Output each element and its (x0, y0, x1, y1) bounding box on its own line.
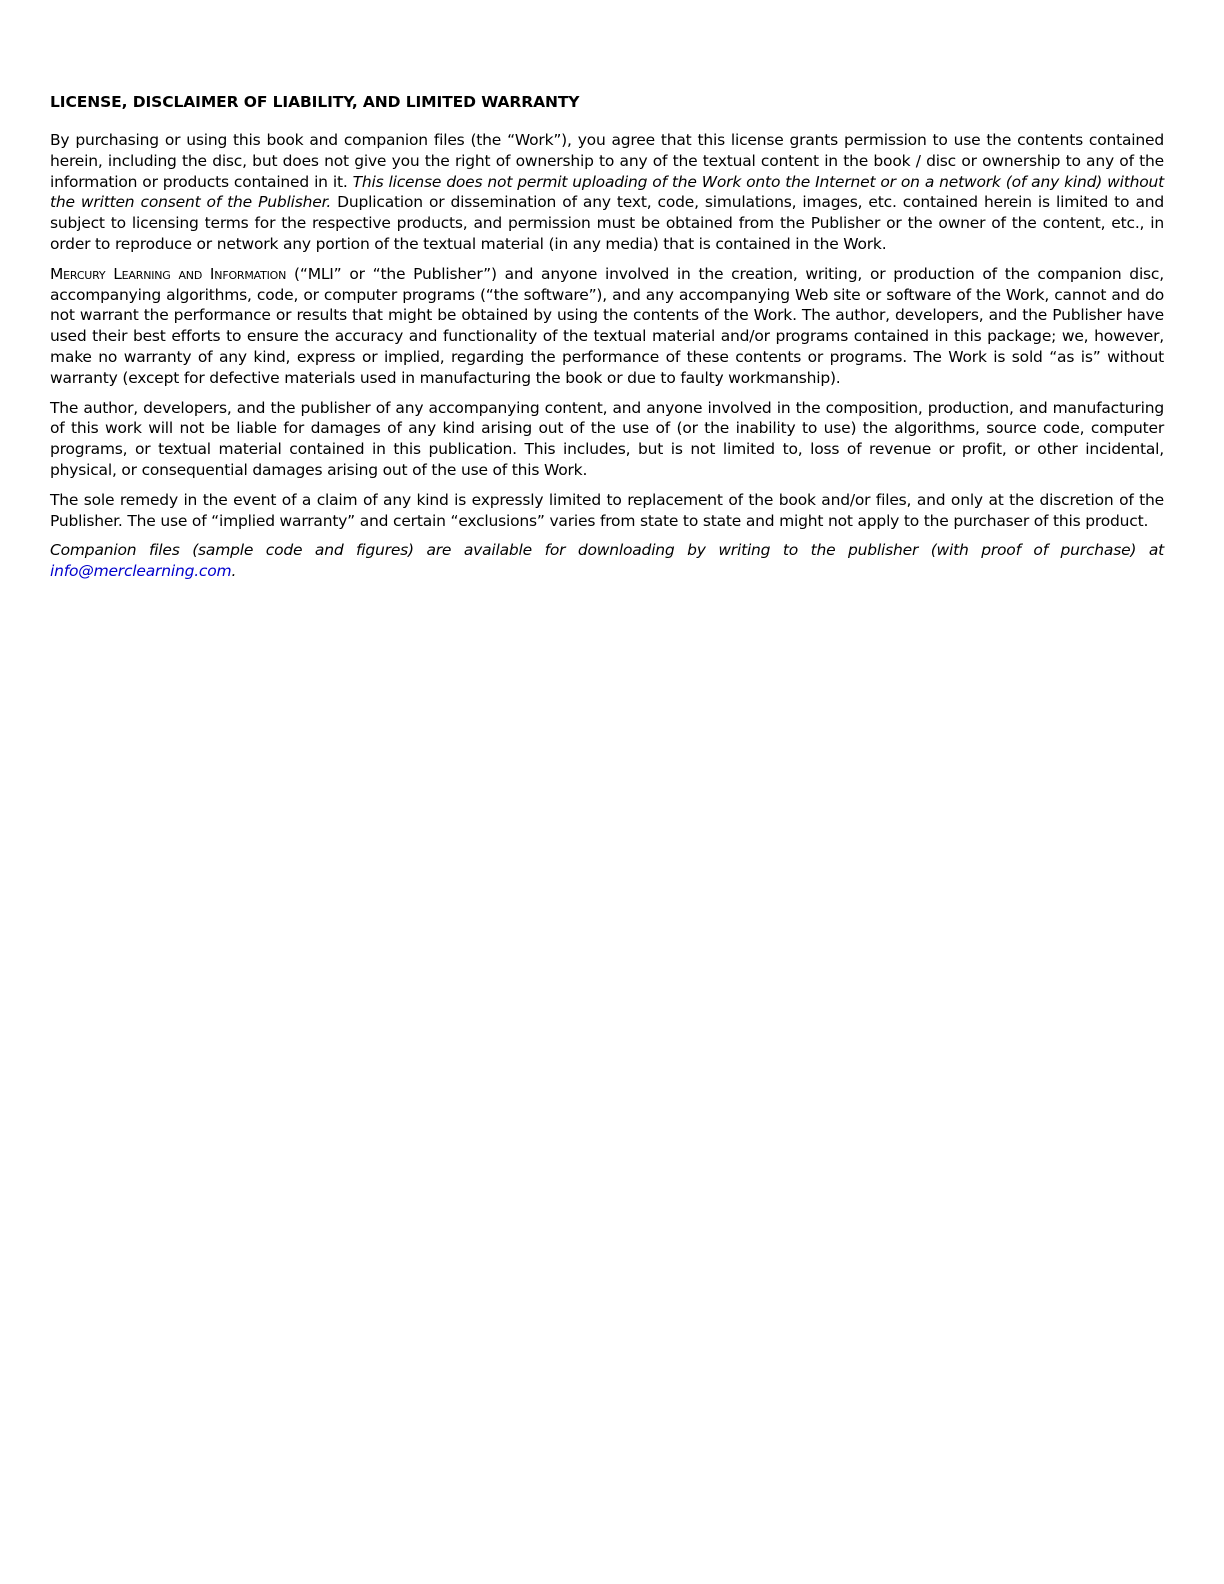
disclaimer-text: (“MLI” or “the Publisher”) and anyone involved in the creation, writing, or production of the companion disc, accompanying algorithms, code, or computer programs (“the software”), and any accompanying Web site or software of the Work, cannot and do not warrant the performance or results that might be obtained by using the contents of the Work. The author, developers, and the Publisher have used their best efforts to ensure the accuracy and functionality of the textual material and/or programs contained in this package; we, however, make no warranty of any kind, express or implied, regarding the performance of these contents or programs. The Work is sold “as is” without warranty (except for defective materials used in manufacturing the book or due to faulty workmanship). (50, 264, 1164, 387)
paragraph-companion-files (50, 540, 1164, 582)
document-title: LICENSE, DISCLAIMER OF LIABILITY, AND LIMITED WARRANTY (50, 93, 580, 111)
publisher-name: Mercury Learning and Information (50, 264, 287, 283)
license-text-end: Duplication or dissemination of any text, code, simulations, images, etc. contained herein is limited to and subject to licensing terms for the respective products, and permission must be obtained from the Publisher or the owner of the content, etc., in order to reproduce or network any portion of the textual material (in any media) that is contained in the Work. (50, 193, 1164, 253)
license-text-start: By purchasing or using this book and companion files (the “Work”), you agree that this license grants permission to use the contents contained herein, including the disc, but does not give you the right of ownership to any of the textual content in the book / disc or ownership to any of the information or products contained in it. (50, 131, 1164, 191)
email-link[interactable]: info@merclearning.com (50, 562, 232, 581)
paragraph-remedy: The sole remedy in the event of a claim of any kind is expressly limited to replacement of the book and/or files, and only at the discretion of the Publisher. The use of “implied warranty” and certain “exclusions” varies from state to state and might not apply to the purchaser of this product. (50, 490, 1164, 530)
companion-files-period: . (231, 562, 237, 581)
paragraph-license (50, 130, 1164, 255)
license-italic-text: This license does not permit uploading of the Work onto the Internet or on a network (of any kind) without the written consent of the Publisher. (50, 172, 1165, 212)
companion-files-text: Companion files (sample code and figures) are available for downloading by writing to the publisher (with proof of purchase) at (50, 541, 1164, 560)
paragraph-liability: The author, developers, and the publisher of any accompanying content, and anyone involved in the composition, production, and manufacturing of this work will not be liable for damages of any kind arising out of the use of (or the inability to use) the algorithms, source code, computer programs, or textual material contained in this publication. This includes, but is not limited to, loss of revenue or profit, or other incidental, physical, or consequential damages arising out of the use of this Work. (50, 398, 1164, 479)
document-page (50, 92, 1164, 591)
paragraph-disclaimer (50, 264, 1164, 389)
